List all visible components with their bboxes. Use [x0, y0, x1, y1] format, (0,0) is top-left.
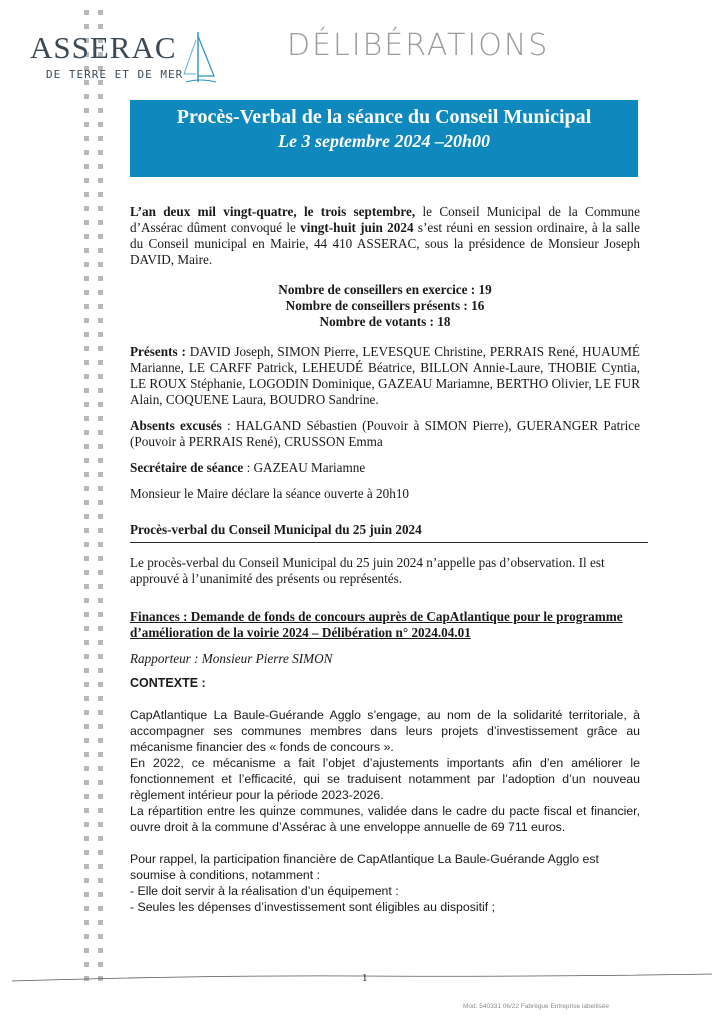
binder-dot — [98, 206, 103, 211]
binder-dot — [84, 150, 89, 155]
binder-dot — [84, 416, 89, 421]
binder-dot — [98, 472, 103, 477]
binder-dot — [84, 710, 89, 715]
document-body — [130, 204, 640, 915]
binder-dot — [98, 920, 103, 925]
intro-convocation-date: vingt-huit juin 2024 — [300, 220, 414, 235]
secretary — [130, 460, 640, 476]
binder-dot — [98, 598, 103, 603]
binder-dot — [84, 290, 89, 295]
binder-dot — [98, 388, 103, 393]
binder-dot — [98, 710, 103, 715]
binder-dot — [98, 626, 103, 631]
binder-dot — [84, 374, 89, 379]
binder-dot — [98, 108, 103, 113]
binder-dot — [98, 248, 103, 253]
binder-dot — [84, 836, 89, 841]
footer-print-reference: Mod. 540331 06/22 Fabrègue Entreprise labellisée — [463, 1003, 609, 1010]
binder-dot — [98, 150, 103, 155]
asserac-logo — [30, 30, 200, 92]
binder-dot — [84, 556, 89, 561]
binder-dot — [98, 906, 103, 911]
binder-dot — [84, 164, 89, 169]
binder-dot — [98, 794, 103, 799]
binder-dot — [84, 24, 89, 29]
conditions-intro: Pour rappel, la participation financière de CapAtlantique La Baule-Guérande Agglo est soumise à conditions, notamment : — [130, 852, 599, 882]
binder-dot — [98, 262, 103, 267]
binder-dot — [98, 738, 103, 743]
binder-dot — [84, 514, 89, 519]
present-label: Présents : — [130, 344, 186, 359]
rapporteur: Rapporteur : Monsieur Pierre SIMON — [130, 651, 333, 666]
binder-dot — [98, 934, 103, 939]
intro-text-2: s’est réuni en session ordinaire, à la salle du Conseil municipal en Mairie, 44 410 ASSERAC, sous la présidence de Monsieur Joseph DAVID, Maire. — [130, 220, 641, 267]
binder-holes — [84, 10, 106, 985]
binder-dot — [98, 346, 103, 351]
logo-tagline: DE TERRE ET DE MER — [46, 68, 184, 81]
binder-dot — [84, 304, 89, 309]
context-paragraphs — [130, 707, 640, 835]
binder-dot — [84, 864, 89, 869]
binder-dot — [84, 136, 89, 141]
binder-dot — [98, 234, 103, 239]
binder-dot — [84, 612, 89, 617]
count-in-office: Nombre de conseillers en exercice : 19 — [278, 282, 492, 297]
count-present: Nombre de conseillers présents : 16 — [285, 298, 485, 313]
binder-dot — [98, 948, 103, 953]
present-members — [130, 344, 640, 408]
binder-dot — [84, 192, 89, 197]
binder-dot — [98, 276, 103, 281]
binder-dot — [98, 94, 103, 99]
binder-dot — [84, 388, 89, 393]
secretary-label: Secrétaire de séance — [130, 460, 244, 475]
present-list: DAVID Joseph, SIMON Pierre, LEVESQUE Christine, PERRAIS René, HUAUMÉ Marianne, LE CARFF Patrick, LEHEUDÉ Béatrice, BILLON Annie-Laure, THOBIE Cyntia, LE ROUX Stéphanie, LOGODIN Dominique, GAZEAU Mariamne, BERTHO Olivier, LE FUR Alain, COQUENE Laura, BOUDRO Sandrine. — [130, 344, 640, 407]
binder-dot — [98, 290, 103, 295]
binder-dot — [98, 864, 103, 869]
condition-item: - Elle doit servir à la réalisation d’un équipement : — [130, 884, 399, 898]
binder-dot — [98, 892, 103, 897]
binder-dot — [84, 346, 89, 351]
binder-dot — [84, 640, 89, 645]
binder-dot — [84, 808, 89, 813]
binder-dot — [98, 696, 103, 701]
binder-dot — [98, 444, 103, 449]
binder-dot — [84, 178, 89, 183]
counts-block — [130, 282, 640, 330]
binder-dot — [84, 724, 89, 729]
absent-members — [130, 418, 640, 450]
binder-dot — [84, 486, 89, 491]
binder-dot — [84, 220, 89, 225]
logo-wordmark: ASSERAC — [30, 30, 177, 65]
binder-dot — [98, 486, 103, 491]
binder-dot — [84, 780, 89, 785]
binder-dot — [98, 178, 103, 183]
conditions-block — [130, 851, 640, 915]
binder-dot — [84, 458, 89, 463]
binder-dot — [84, 402, 89, 407]
context-paragraph: En 2022, ce mécanisme a fait l’objet d’ajustements importants afin d’en améliorer le fonctionnement et l’efficacité, qui se traduisent notamment par l’adoption d’un nouveau règlement intérieur pour la période 2023-2026. — [130, 756, 640, 802]
binder-dot — [84, 542, 89, 547]
binder-dot — [98, 836, 103, 841]
binder-dot — [84, 248, 89, 253]
binder-dot — [84, 878, 89, 883]
binder-dot — [84, 598, 89, 603]
secretary-name: : GAZEAU Mariamne — [243, 460, 366, 475]
binder-dot — [84, 794, 89, 799]
binder-dot — [98, 192, 103, 197]
binder-dot — [84, 262, 89, 267]
binder-dot — [98, 612, 103, 617]
intro-paragraph — [130, 204, 640, 268]
binder-dot — [84, 500, 89, 505]
sailboat-icon — [180, 30, 220, 88]
binder-dot — [84, 752, 89, 757]
binder-dot — [98, 164, 103, 169]
binder-dot — [84, 108, 89, 113]
intro-text-1: le Conseil Municipal de la Commune d’Assérac dûment convoqué le — [130, 204, 640, 235]
binder-dot — [84, 472, 89, 477]
context-label: CONTEXTE : — [130, 676, 206, 690]
binder-dot — [98, 402, 103, 407]
binder-dot — [84, 696, 89, 701]
binder-dot — [84, 962, 89, 967]
binder-dot — [98, 752, 103, 757]
page-number: 1 — [362, 972, 368, 984]
binder-dot — [84, 682, 89, 687]
binder-dot — [98, 500, 103, 505]
binder-dot — [98, 766, 103, 771]
binder-dot — [98, 304, 103, 309]
binder-dot — [98, 668, 103, 673]
pv-section-heading: Procès-verbal du Conseil Municipal du 25 juin 2024 — [130, 522, 648, 543]
binder-dot — [98, 374, 103, 379]
binder-dot — [84, 892, 89, 897]
binder-dot — [84, 444, 89, 449]
binder-dot — [84, 738, 89, 743]
banner-date: Le 3 septembre 2024 –20h00 — [278, 131, 490, 151]
pv-section-text: Le procès-verbal du Conseil Municipal du 25 juin 2024 n’appelle pas d’observation. Il est approuvé à l’unanimité des présents ou représentés. — [130, 555, 605, 586]
binder-dot — [84, 626, 89, 631]
binder-dot — [98, 850, 103, 855]
binder-dot — [84, 94, 89, 99]
binder-dot — [98, 332, 103, 337]
binder-dot — [98, 822, 103, 827]
binder-dot — [98, 556, 103, 561]
binder-dot — [84, 906, 89, 911]
binder-dot — [84, 948, 89, 953]
binder-dot — [98, 780, 103, 785]
binder-dot — [84, 668, 89, 673]
binder-dot — [98, 682, 103, 687]
binder-dot — [84, 822, 89, 827]
binder-dot — [84, 654, 89, 659]
context-paragraph: CapAtlantique La Baule-Guérande Agglo s’engage, au nom de la solidarité territoriale, à accompagner ses communes membres dans leurs projets d’investissement grâce au mécanisme financier des « fonds de concours ». — [130, 708, 640, 754]
binder-dot — [98, 416, 103, 421]
binder-dot — [84, 570, 89, 575]
banner-title: Procès-Verbal de la séance du Conseil Municipal — [176, 106, 592, 128]
binder-dot — [84, 332, 89, 337]
binder-dot — [98, 528, 103, 533]
binder-dot — [84, 318, 89, 323]
binder-dot — [98, 360, 103, 365]
binder-dot — [98, 220, 103, 225]
binder-dot — [84, 528, 89, 533]
binder-dot — [98, 878, 103, 883]
context-paragraph: La répartition entre les quinze communes, validée dans le cadre du pacte fiscal et financier, ouvre droit à la commune d’Assérac à une enveloppe annuelle de 69 711 euros. — [130, 804, 640, 834]
binder-dot — [98, 10, 103, 15]
binder-dot — [98, 584, 103, 589]
binder-dot — [98, 136, 103, 141]
binder-dot — [84, 766, 89, 771]
binder-dot — [84, 122, 89, 127]
binder-dot — [84, 234, 89, 239]
binder-dot — [98, 962, 103, 967]
binder-dot — [98, 430, 103, 435]
absent-list: : HALGAND Sébastien (Pouvoir à SIMON Pierre), GUERANGER Patrice (Pouvoir à PERRAIS René), CRUSSON Emma — [130, 418, 641, 449]
section-title: DÉLIBÉRATIONS — [287, 28, 550, 63]
binder-dot — [84, 934, 89, 939]
binder-dot — [98, 24, 103, 29]
title-banner — [130, 100, 638, 177]
binder-dot — [98, 570, 103, 575]
binder-dot — [98, 514, 103, 519]
binder-dot — [84, 206, 89, 211]
intro-lead: L’an deux mil vingt-quatre, le trois septembre, — [130, 204, 416, 219]
binder-dot — [98, 318, 103, 323]
count-voters: Nombre de votants : 18 — [319, 314, 451, 329]
binder-dot — [84, 360, 89, 365]
binder-dot — [84, 920, 89, 925]
opening-statement: Monsieur le Maire déclare la séance ouverte à 20h10 — [130, 486, 410, 501]
binder-dot — [98, 122, 103, 127]
binder-dot — [84, 10, 89, 15]
binder-dot — [84, 430, 89, 435]
binder-dot — [98, 458, 103, 463]
binder-dot — [98, 724, 103, 729]
binder-dot — [84, 850, 89, 855]
binder-dot — [98, 542, 103, 547]
absent-label: Absents excusés — [130, 418, 222, 433]
finance-section-heading: Finances : Demande de fonds de concours auprès de CapAtlantique pour le programme d’amélioration de la voirie 2024 – Délibération n° 2024.04.01 — [130, 609, 623, 640]
binder-dot — [98, 640, 103, 645]
binder-dot — [98, 654, 103, 659]
binder-dot — [84, 276, 89, 281]
binder-dot — [84, 584, 89, 589]
binder-dot — [98, 808, 103, 813]
condition-item: - Seules les dépenses d’investissement sont éligibles au dispositif ; — [130, 900, 496, 914]
